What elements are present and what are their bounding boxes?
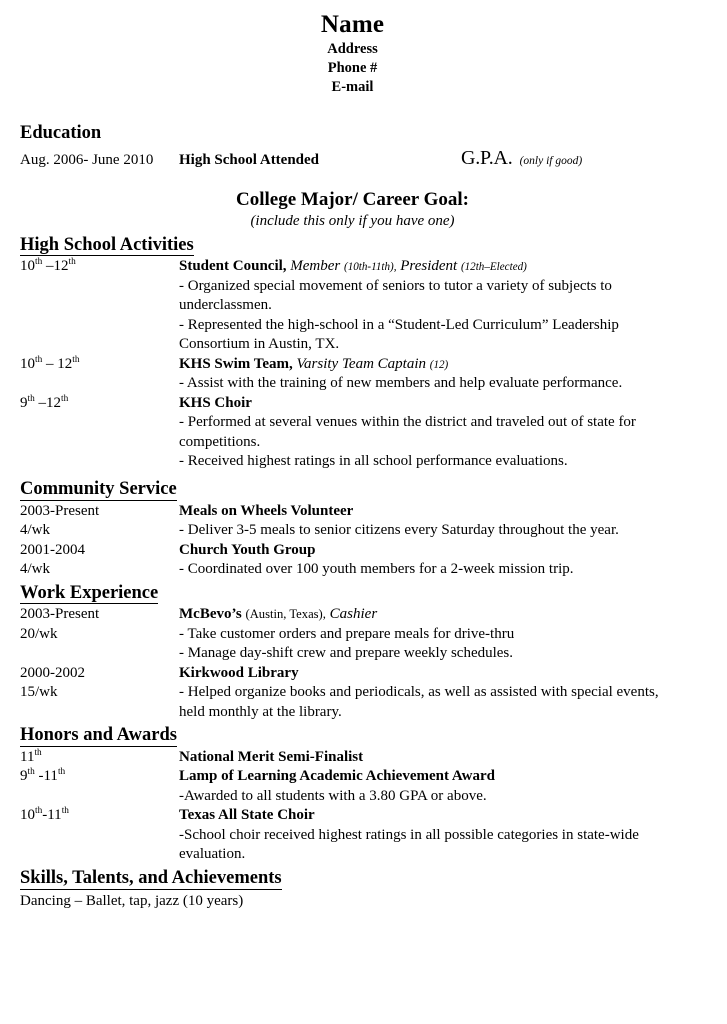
entry-left-column	[20, 767, 179, 787]
entry-left-column	[20, 625, 179, 645]
grade-range: 9th –12th	[20, 393, 69, 411]
document-header	[20, 10, 685, 97]
activity-bullet: - Represented the high-school in a “Student-Led Curriculum” Leadership Consortium in Austin, TX.	[179, 316, 619, 353]
honor-detail-row	[20, 826, 685, 865]
grade-range: 11th	[20, 747, 42, 765]
section-title-activities: High School Activities	[20, 234, 194, 255]
job-dates: 2003-Present	[20, 606, 100, 623]
section-title-work-experience: Work Experience	[20, 582, 159, 603]
service-hours: 4/wk	[20, 561, 50, 577]
honor-detail: -Awarded to all students with a 3.80 GPA or above.	[179, 787, 487, 804]
activity-organization: KHS Choir	[179, 394, 252, 411]
college-major-title: College Major/ Career Goal:	[235, 189, 470, 211]
job-title-line	[179, 606, 377, 622]
activity-bullet-row	[20, 277, 685, 316]
education-dates: Aug. 2006- June 2010	[20, 152, 154, 169]
honor-entry	[20, 767, 685, 787]
honor-entry	[20, 748, 685, 768]
activity-bullet-row	[20, 374, 685, 394]
grade-range: 9th -11th	[20, 767, 66, 785]
honor-title: National Merit Semi-Finalist	[179, 748, 364, 765]
college-major-note: (include this only if you have one)	[250, 212, 455, 229]
entry-right-column	[179, 605, 685, 625]
activity-bullet: - Assist with the training of new members and help evaluate performance.	[179, 375, 623, 392]
job-detail: - Manage day-shift crew and prepare weekly schedules.	[179, 645, 514, 662]
grade-range: 10th –12th	[20, 257, 76, 275]
entry-left-column	[20, 521, 179, 541]
activity-role-2-detail: (12th–Elected)	[460, 261, 527, 274]
entry-right-column	[179, 748, 685, 768]
applicant-name: Name	[320, 11, 385, 38]
entry-left-column	[20, 355, 179, 375]
section-title-skills: Skills, Talents, and Achievements	[20, 867, 282, 888]
activity-entry	[20, 394, 685, 414]
community-service-body	[20, 502, 685, 580]
activity-bullet: - Performed at several venues within the district and traveled out of state for competitions.	[179, 414, 636, 450]
honor-title: Lamp of Learning Academic Achievement Award	[179, 768, 495, 785]
section-title-community-service: Community Service	[20, 478, 177, 499]
job-entry	[20, 605, 685, 625]
gpa-label: G.P.A.	[461, 147, 513, 170]
education-heading-wrap	[20, 123, 685, 144]
entry-right-column	[179, 394, 685, 414]
honor-detail-row	[20, 787, 685, 807]
entry-right-column	[179, 355, 685, 375]
entry-right-column	[179, 625, 685, 645]
education-school: High School Attended	[179, 152, 320, 169]
job-hours: 20/wk	[20, 625, 58, 642]
service-title: Church Youth Group	[179, 541, 316, 558]
section-title-honors: Honors and Awards	[20, 725, 177, 746]
section-title-education: Education	[20, 123, 102, 144]
grade-range: 10th – 12th	[20, 354, 80, 372]
activity-title-line	[179, 258, 527, 274]
entry-right-column	[179, 257, 685, 277]
activity-entry	[20, 355, 685, 375]
work-experience-body	[20, 605, 685, 722]
entry-left-column	[20, 394, 179, 414]
entry-right-column	[179, 502, 685, 522]
education-gpa	[461, 145, 685, 171]
entry-right-column	[179, 826, 685, 865]
honors-heading-wrap	[20, 725, 685, 747]
entry-right-column	[179, 374, 685, 394]
honor-entry	[20, 806, 685, 826]
activity-title-line	[179, 356, 448, 372]
gpa-note: (only if good)	[519, 155, 583, 168]
honor-title: Texas All State Choir	[179, 807, 315, 824]
applicant-phone: Phone #	[327, 59, 378, 76]
activity-bullet-row	[20, 316, 685, 355]
community-heading-wrap	[20, 479, 685, 501]
section-community-service	[20, 479, 685, 580]
entry-left-column	[20, 541, 179, 561]
activities-body	[20, 257, 685, 472]
applicant-address: Address	[327, 40, 378, 57]
service-title: Meals on Wheels Volunteer	[179, 502, 354, 519]
job-detail-row	[20, 683, 685, 722]
activity-bullet: - Received highest ratings in all school performance evaluations.	[179, 453, 568, 470]
job-hours: 15/wk	[20, 684, 58, 701]
job-role: Cashier	[329, 606, 378, 623]
entry-right-column	[179, 560, 685, 580]
applicant-email: E-mail	[331, 79, 374, 96]
activity-role-2: President	[400, 258, 458, 275]
service-dates: 2003-Present	[20, 502, 100, 519]
entry-left-column	[20, 683, 179, 703]
activity-title-line	[179, 395, 252, 411]
entry-right-column	[179, 806, 685, 826]
skill-item: Dancing – Ballet, tap, jazz (10 years)	[20, 892, 244, 909]
entry-left-column	[20, 605, 179, 625]
entry-right-column	[179, 787, 685, 807]
job-dates: 2000-2002	[20, 664, 85, 681]
job-detail: - Take customer orders and prepare meals for drive-thru	[179, 625, 515, 642]
entry-right-column	[179, 683, 685, 722]
activity-entry	[20, 257, 685, 277]
entry-right-column	[179, 767, 685, 787]
section-work-experience	[20, 583, 685, 723]
job-detail-row	[20, 644, 685, 664]
activity-organization: Student Council,	[179, 258, 287, 275]
entry-right-column	[179, 316, 685, 355]
job-detail: - Helped organize books and periodicals, as well as assisted with special events, held monthly at the library.	[179, 684, 659, 720]
section-education	[20, 123, 685, 171]
entry-left-column	[20, 664, 179, 684]
activity-bullet-row	[20, 452, 685, 472]
service-entry	[20, 541, 685, 561]
honor-detail: -School choir received highest ratings in all possible categories in state-wide evaluation.	[179, 826, 639, 863]
entry-left-column	[20, 257, 179, 277]
entry-left-column	[20, 560, 179, 580]
service-dates: 2001-2004	[20, 541, 85, 558]
activity-bullet: - Organized special movement of seniors to tutor a variety of subjects to underclassmen.	[179, 277, 612, 314]
job-employer: McBevo’s	[179, 606, 242, 623]
activity-bullet-row	[20, 413, 685, 452]
job-title-line	[179, 665, 299, 681]
entry-right-column	[179, 541, 685, 561]
entry-right-column	[179, 644, 685, 664]
section-honors	[20, 725, 685, 865]
activity-role: Member	[290, 258, 341, 275]
service-detail: - Deliver 3-5 meals to senior citizens every Saturday throughout the year.	[179, 522, 619, 538]
entry-right-column	[179, 277, 685, 316]
education-row	[20, 145, 685, 171]
service-hours: 4/wk	[20, 522, 50, 538]
job-detail-row	[20, 625, 685, 645]
honors-body	[20, 748, 685, 865]
service-detail-row	[20, 521, 685, 541]
entry-right-column	[179, 521, 685, 541]
entry-left-column	[20, 806, 179, 826]
service-entry	[20, 502, 685, 522]
activity-role-detail: (10th-11th),	[344, 261, 397, 274]
entry-right-column	[179, 452, 685, 472]
activity-role: Varsity Team Captain	[296, 355, 426, 372]
entry-right-column	[179, 413, 685, 452]
activity-role-detail: (12)	[429, 358, 449, 371]
section-skills	[20, 868, 685, 911]
section-activities	[20, 235, 685, 472]
skills-body	[20, 892, 685, 912]
job-location: (Austin, Texas),	[245, 607, 326, 622]
college-major-block	[20, 188, 685, 231]
skills-heading-wrap	[20, 868, 685, 890]
service-detail-row	[20, 560, 685, 580]
entry-left-column	[20, 748, 179, 768]
grade-range: 10th-11th	[20, 806, 69, 824]
activities-heading-wrap	[20, 235, 685, 257]
job-entry	[20, 664, 685, 684]
job-employer: Kirkwood Library	[179, 664, 299, 681]
activity-organization: KHS Swim Team,	[179, 355, 293, 372]
service-detail: - Coordinated over 100 youth members for a 2-week mission trip.	[179, 561, 574, 577]
entry-right-column	[179, 664, 685, 684]
work-heading-wrap	[20, 583, 685, 605]
entry-left-column	[20, 502, 179, 522]
